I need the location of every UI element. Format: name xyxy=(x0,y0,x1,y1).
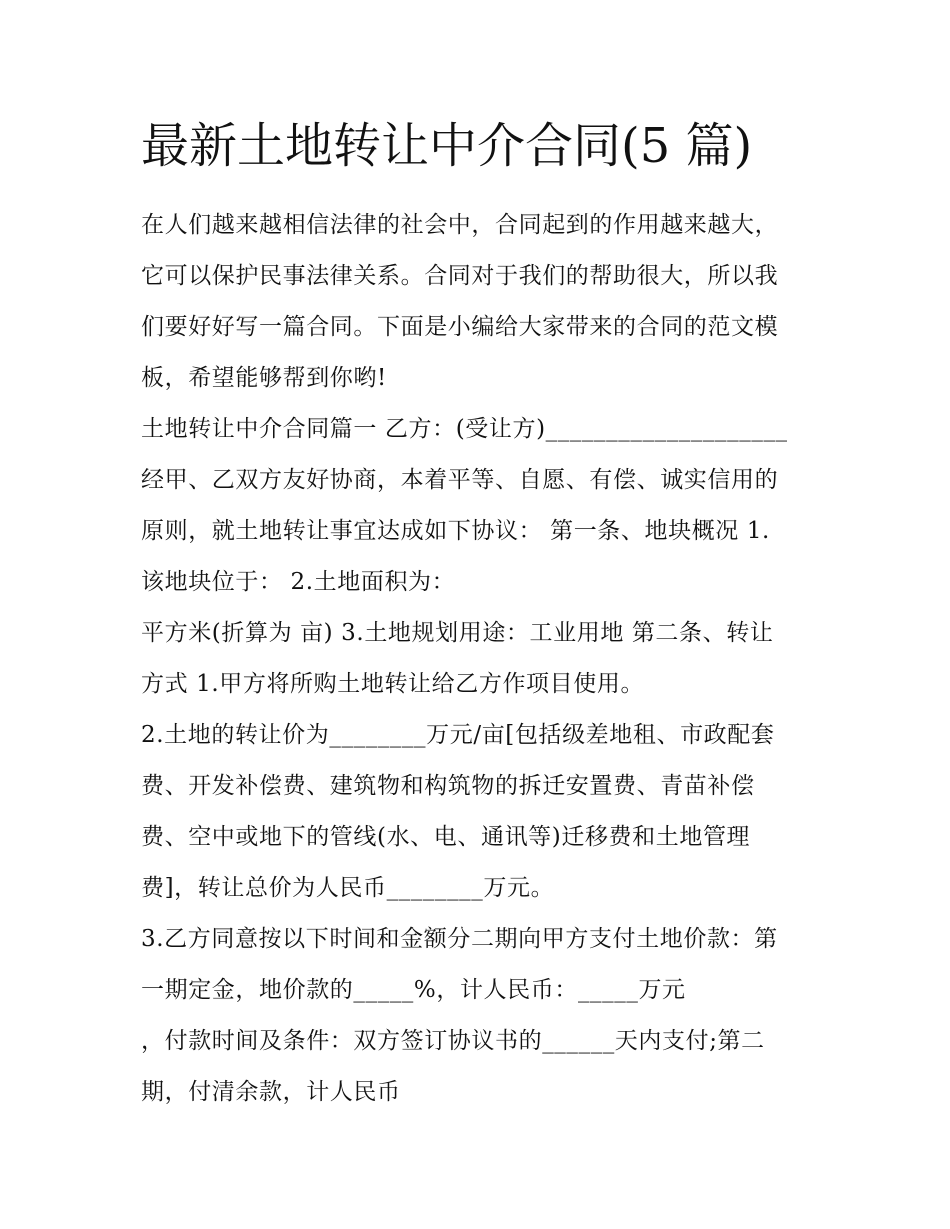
text-line: 费、开发补偿费、建筑物和构筑物的拆迁安置费、青苗补偿 xyxy=(141,773,755,799)
text-line: 在人们越来越相信法律的社会中，合同起到的作用越来越大， xyxy=(141,212,779,238)
text-line: 费、空中或地下的管线(水、电、通讯等)迁移费和土地管理 xyxy=(141,824,751,850)
land-area-paragraph xyxy=(141,608,820,710)
text-line: ，付款时间及条件：双方签订协议书的______天内支付;第二 xyxy=(141,1028,765,1054)
text-line: 土地转让中介合同篇一 乙方：(受让方)____________________ xyxy=(141,416,788,442)
document-body xyxy=(141,200,820,1118)
text-line: 期，付清余款，计人民币 xyxy=(141,1079,401,1105)
text-line: 3.乙方同意按以下时间和金额分二期向甲方支付土地价款：第 xyxy=(141,926,778,952)
payment-terms-paragraph xyxy=(141,914,820,1118)
text-line: 一期定金，地价款的_____%，计人民币：_____万元 xyxy=(141,977,686,1003)
transfer-price-paragraph xyxy=(141,710,820,914)
contract-intro-paragraph xyxy=(141,404,820,608)
document-title: 最新土地转让中介合同(5 篇) xyxy=(141,118,753,174)
text-line: 平方米(折算为 亩) 3.土地规划用途：工业用地 第二条、转让 xyxy=(141,620,774,646)
text-line: 方式 1.甲方将所购土地转让给乙方作项目使用。 xyxy=(141,671,645,697)
text-line: 板，希望能够帮到你哟! xyxy=(141,365,387,391)
text-line: 该地块位于： 2.土地面积为： xyxy=(141,569,456,595)
intro-paragraph xyxy=(141,200,820,404)
text-line: 们要好好写一篇合同。下面是小编给大家带来的合同的范文模 xyxy=(141,314,779,340)
text-line: 它可以保护民事法律关系。合同对于我们的帮助很大，所以我 xyxy=(141,263,779,289)
text-line: 经甲、乙双方友好协商，本着平等、自愿、有偿、诚实信用的 xyxy=(141,467,779,493)
text-line: 费]，转让总价为人民币________万元。 xyxy=(141,875,555,901)
text-line: 原则，就土地转让事宜达成如下协议： 第一条、地块概况 1. xyxy=(141,518,770,544)
text-line: 2.土地的转让价为________万元/亩[包括级差地租、市政配套 xyxy=(141,722,775,748)
